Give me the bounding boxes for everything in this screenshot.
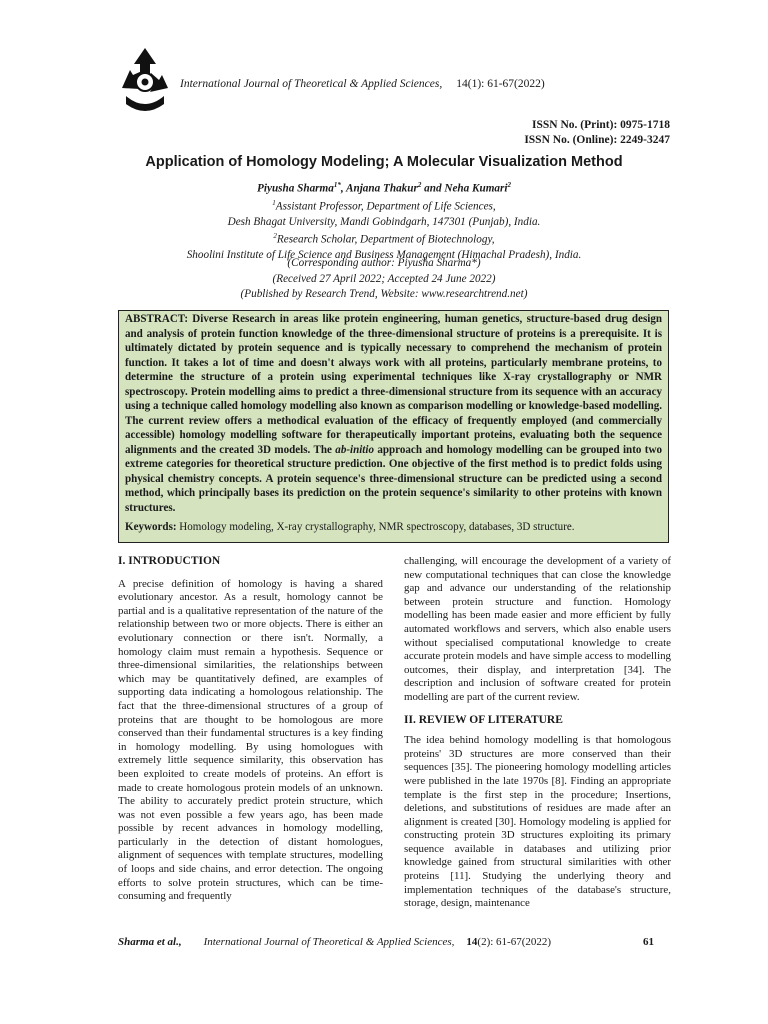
- keywords-list: Homology modeling, X-ray crystallography, NMR spectroscopy, databases, 3D structure.: [176, 521, 575, 533]
- page-footer: [118, 936, 654, 948]
- left-column: [118, 555, 383, 904]
- author-3-sup: 2: [507, 181, 511, 189]
- corresponding-author: (Corresponding author: Piyusha Sharma*): [287, 257, 481, 269]
- footer-volume-number: 14: [466, 936, 478, 948]
- intro-paragraph: A precise definition of homology is having a shared evolutionary ancestor. As a result, homology cannot be partial and is a qualitative representation of the nature of the relationship between two or more objects. There is either an evolutionary connection or there isn't. Normally, a homology claim must remain a hypothesis. Sequence or three-dimensional similarities, the relationships between which may be quantitatively defined, are examples of supporting data indicating a homologous relationship. The fact that the three-dimensional structures of a group of proteins that are thought to be homologous are more conserved than their fundamental structures is a key finding in homology modelling. By using homologues with extremely little sequence similarity, this observation has been exploited to create models of proteins. An effort is made to create homologous protein models of an unknown. The ability to accurately predict protein structure, which was not even possible a few years ago, has been made possible by recent advances in homology modelling, particularly in the detection of distant homologues, alignment of sequences with template structures, modelling of loops and side chains, and error detection. The ongoing efforts to solve protein structures, which can be time-consuming and frequently: [118, 577, 383, 903]
- publication-meta: [0, 256, 768, 303]
- footer-authors: Sharma et al.,: [118, 936, 182, 948]
- journal-logo: [116, 44, 174, 116]
- aff1-sup: 1: [272, 199, 276, 208]
- issn-online: ISSN No. (Online): 2249-3247: [524, 134, 670, 146]
- right-column: [404, 555, 671, 911]
- published-by: (Published by Research Trend, Website: www.researchtrend.net): [240, 288, 528, 301]
- keywords: [125, 520, 662, 535]
- issn-block: [524, 118, 670, 148]
- author-2-sup: 2: [417, 181, 422, 189]
- author-block: [0, 178, 768, 262]
- journal-volume: 14(1): 61-67(2022): [456, 78, 545, 90]
- author-3: Neha Kumari: [444, 182, 508, 195]
- review-heading: II. REVIEW OF LITERATURE: [404, 713, 563, 726]
- abstract-part-1: ABSTRACT: Diverse Research in areas like protein engineering, human genetics, structure-based drug design and analysis of protein function knowledge of the three-dimensional structure of proteins is a prerequisite. It is ultimately dictated by protein sequence and is typically necessary to comprehend the mechanism of protein function. It takes a lot of time and doesn't always work with all proteins, particularly membrane proteins, to determine the structure of a protein using experimental techniques like X-ray crystallography or NMR spectroscopy. Protein modelling aims to predict a three-dimensional structure from its sequence with an accuracy using a technique called homology modelling also known as comparison modelling or knowledge-based modelling. The current review offers a methodical evaluation of the efficacy of frequently employed (and commercially accessible) homology modelling software for therapeutically important proteins, evaluating both the sequence alignments and the created 3D models. The: [125, 313, 662, 456]
- abstract-italic-term: ab-initio: [335, 443, 374, 456]
- intro-continuation: challenging, will encourage the development of a variety of new computational techniques that can close the knowledge gap and advance our understanding of the relationship between protein structure and function. Homology modelling has been made easier and more efficient by fully automated workflows and servers, which also enable users without specialised computational knowledge to create accurate protein models and have simple access to modelling outcomes, their display, and interpretation [34]. The description and inclusion of software created for protein modelling are part of the current review.: [404, 555, 671, 703]
- abstract-text: [125, 312, 662, 515]
- aff2-sup: 2: [273, 232, 277, 241]
- affiliation-1: [0, 196, 768, 214]
- paper-title: Application of Homology Modeling; A Molecular Visualization Method: [145, 154, 623, 170]
- aff2-text: Research Scholar, Department of Biotechnology,: [276, 233, 495, 246]
- author-1: Piyusha Sharma: [257, 182, 334, 195]
- abstract-part-2: approach and homology modelling can be grouped into two extreme categories for theoretical structure prediction. One objective of the first method is to predict folds using physical chemistry concepts. A protein sequence's three-dimensional structure can be predicted using a second method, which principally bases its prediction on the protein sequence's similarity to other proteins with known structures.: [125, 443, 662, 514]
- keywords-label: Keywords:: [125, 521, 177, 533]
- affiliation-1-address: Desh Bhagat University, Mandi Gobindgarh, 147301 (Punjab), India.: [227, 215, 541, 228]
- journal-name: International Journal of Theoretical & Applied Sciences,: [180, 78, 443, 90]
- page-number: 61: [643, 936, 654, 948]
- aff1-text: Assistant Professor, Department of Life Sciences,: [275, 201, 496, 214]
- review-paragraph: The idea behind homology modelling is that homologous proteins' 3D structures are more conserved than their sequences [35]. The pioneering homology modelling articles were published in the late 1970s [8]. Finding an appropriate template is the first step in the procedure; Insertions, deletions, and substitutions of residues are made after an alignment is created [30]. Homology modeling is applied for constructing protein 3D structures exploiting its primary sequence available in databases and utilizing prior knowledge gained from structural similarities with other proteins [11]. Studying the underlying theory and implementation techniques of the database's structure, storage, design, maintenance: [404, 734, 671, 910]
- footer-journal: International Journal of Theoretical & Applied Sciences,: [203, 936, 455, 948]
- affiliation-2: [0, 229, 768, 247]
- footer-volume-rest: (2): 61-67(2022): [477, 936, 552, 948]
- affiliation-2-address: Shoolini Institute of Life Science and Business Management (Himachal Pradesh), India.: [186, 248, 582, 261]
- author-names: Piyusha Sharma$^{1*}$, Anjana Thakur$^2$ and Neha Kumari$^2$: [257, 181, 511, 195]
- issn-print: ISSN No. (Print): 0975-1718: [532, 119, 670, 131]
- intro-heading: I. INTRODUCTION: [118, 555, 221, 567]
- author-1-sup: 1*: [333, 181, 341, 189]
- footer-volume: [466, 936, 551, 948]
- author-2: Anjana Thakur: [346, 182, 418, 195]
- received-dates: (Received 27 April 2022; Accepted 24 June 2022): [272, 272, 496, 285]
- abstract-box: [118, 310, 669, 543]
- journal-header-line: [180, 78, 545, 90]
